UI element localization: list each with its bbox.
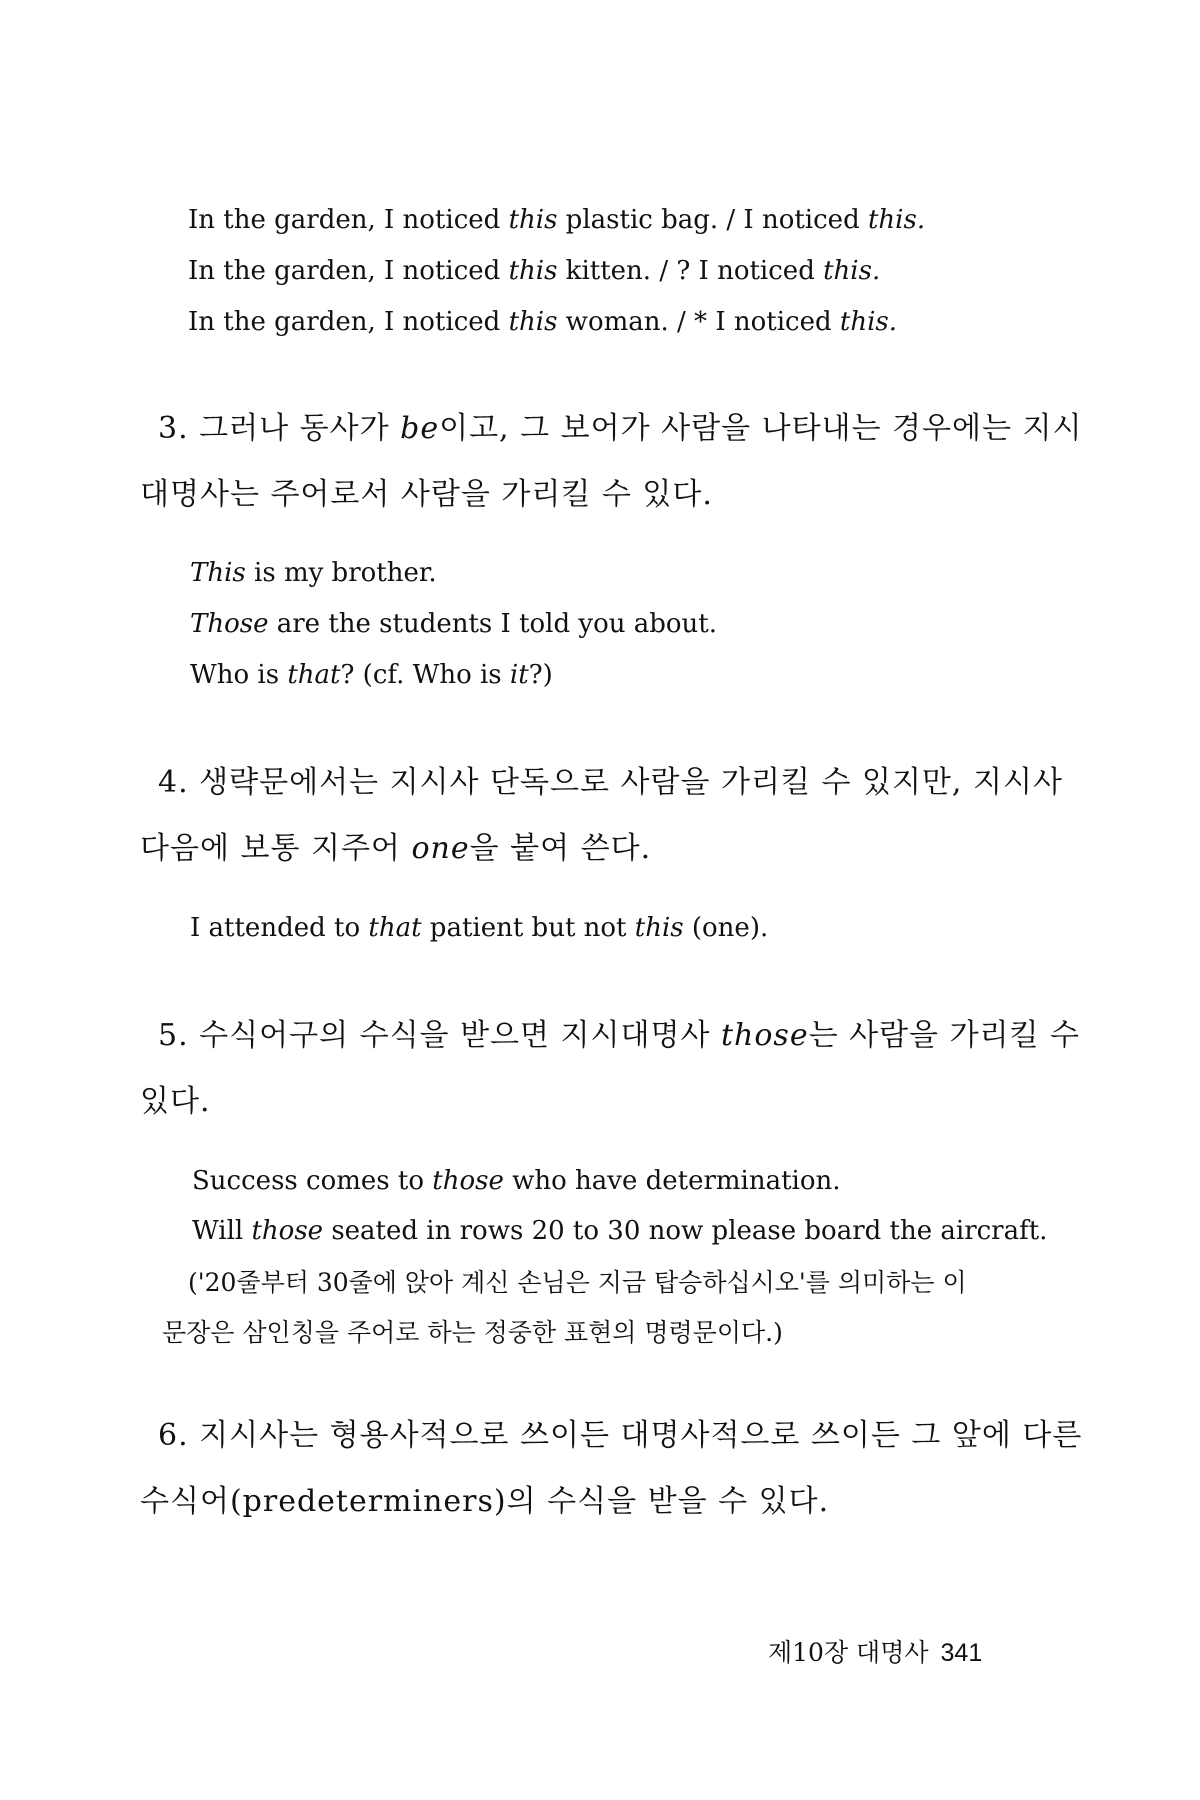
example-line: In the garden, I noticed this woman. / * I noticed this. bbox=[188, 307, 897, 337]
example-line: Who is that? (cf. Who is it?) bbox=[190, 660, 553, 690]
example-line: In the garden, I noticed this kitten. / ? I noticed this. bbox=[188, 256, 881, 286]
chapter-title: 제10장 대명사 bbox=[768, 1638, 929, 1667]
rule-3-line-1: 3. 그러나 동사가 be이고, 그 보어가 사람을 나타내는 경우에는 지시 bbox=[158, 411, 1083, 446]
example-line: Those are the students I told you about. bbox=[190, 609, 718, 639]
translation-note-line-1: ('20줄부터 30줄에 앉아 계신 손님은 지금 탑승하십시오'를 의미하는 이 bbox=[188, 1268, 967, 1297]
rule-6-line-1: 6. 지시사는 형용사적으로 쓰이든 대명사적으로 쓰이든 그 앞에 다른 bbox=[158, 1418, 1083, 1453]
rule-5-line-1: 5. 수식어구의 수식을 받으면 지시대명사 those는 사람을 가리킬 수 bbox=[158, 1018, 1081, 1053]
rule-4-line-1: 4. 생략문에서는 지시사 단독으로 사람을 가리킬 수 있지만, 지시사 bbox=[158, 765, 1063, 800]
rule-3-line-2: 대명사는 주어로서 사람을 가리킬 수 있다. bbox=[140, 477, 713, 512]
example-line: This is my brother. bbox=[190, 558, 437, 588]
page-number: 341 bbox=[940, 1639, 983, 1667]
translation-note-line-2: 문장은 삼인칭을 주어로 하는 정중한 표현의 명령문이다.) bbox=[162, 1318, 783, 1347]
example-line: Success comes to those who have determination. bbox=[192, 1166, 841, 1196]
example-line: In the garden, I noticed this plastic bag. / I noticed this. bbox=[188, 205, 926, 235]
example-line: Will those seated in rows 20 to 30 now please board the aircraft. bbox=[192, 1216, 1048, 1246]
rule-5-line-2: 있다. bbox=[140, 1084, 211, 1119]
rule-4-line-2: 다음에 보통 지주어 one을 붙여 쓴다. bbox=[140, 831, 652, 866]
example-line: I attended to that patient but not this (one). bbox=[190, 913, 769, 943]
page-footer bbox=[768, 1633, 982, 1669]
rule-6-line-2: 수식어(predeterminers)의 수식을 받을 수 있다. bbox=[140, 1484, 830, 1519]
